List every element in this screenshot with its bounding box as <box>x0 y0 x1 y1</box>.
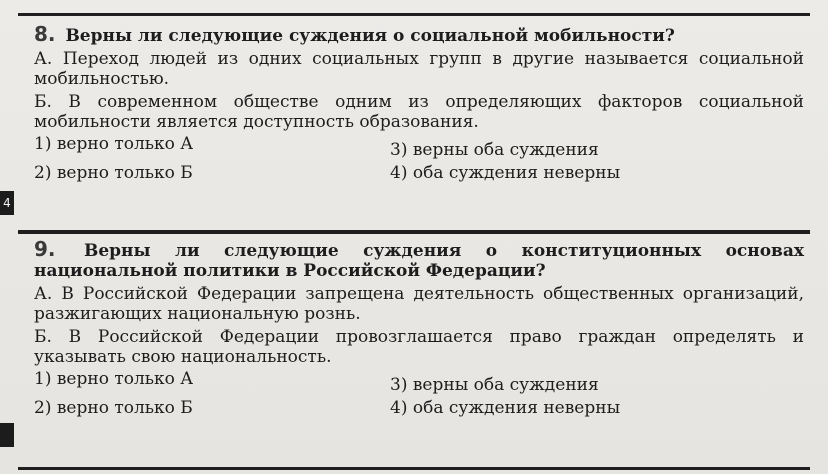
question-8-option-2[interactable]: 2) верно только Б <box>34 163 193 183</box>
question-8-option-4[interactable]: 4) оба суждения неверны <box>390 163 621 183</box>
question-8-statement-b: Б. В современном обществе одним из определяющих факторов социальной мобильности является доступность образования. <box>34 92 804 132</box>
question-9-number: 9. <box>34 237 56 261</box>
question-9-header <box>34 239 804 281</box>
bottom-divider <box>18 467 810 470</box>
question-8-header <box>34 24 804 46</box>
question-9-option-4[interactable]: 4) оба суждения неверны <box>390 398 621 418</box>
question-9-option-3[interactable]: 3) верны оба суждения <box>390 375 599 395</box>
question-9 <box>34 239 804 418</box>
question-9-option-2[interactable]: 2) верно только Б <box>34 398 193 418</box>
answer-box-marker: 4 <box>0 191 14 215</box>
answer-box-marker-2 <box>0 423 14 447</box>
question-9-statement-b: Б. В Российской Федерации провозглашается право граждан определять и указывать свою национальность. <box>34 327 804 367</box>
question-8-text: Верны ли следующие суждения о социальной мобильности? <box>65 26 675 46</box>
section-divider <box>18 230 810 234</box>
top-divider <box>18 13 810 16</box>
question-9-text: Верны ли следующие суждения о конституционных основах национальной политики в Российской Федерации? <box>34 241 804 281</box>
question-9-statement-a: А. В Российской Федерации запрещена деятельность общественных организаций, разжигающих национальную рознь. <box>34 284 804 324</box>
question-8-number: 8. <box>34 22 56 46</box>
question-8-option-3[interactable]: 3) верны оба суждения <box>390 140 599 160</box>
question-8-statement-a: А. Переход людей из одних социальных групп в другие называется социальной мобильностью. <box>34 49 804 89</box>
question-9-option-1[interactable]: 1) верно только А <box>34 369 194 389</box>
question-8-option-1[interactable]: 1) верно только А <box>34 134 194 154</box>
question-9-options <box>34 369 804 418</box>
question-8-options <box>34 134 804 183</box>
question-8 <box>34 24 804 183</box>
